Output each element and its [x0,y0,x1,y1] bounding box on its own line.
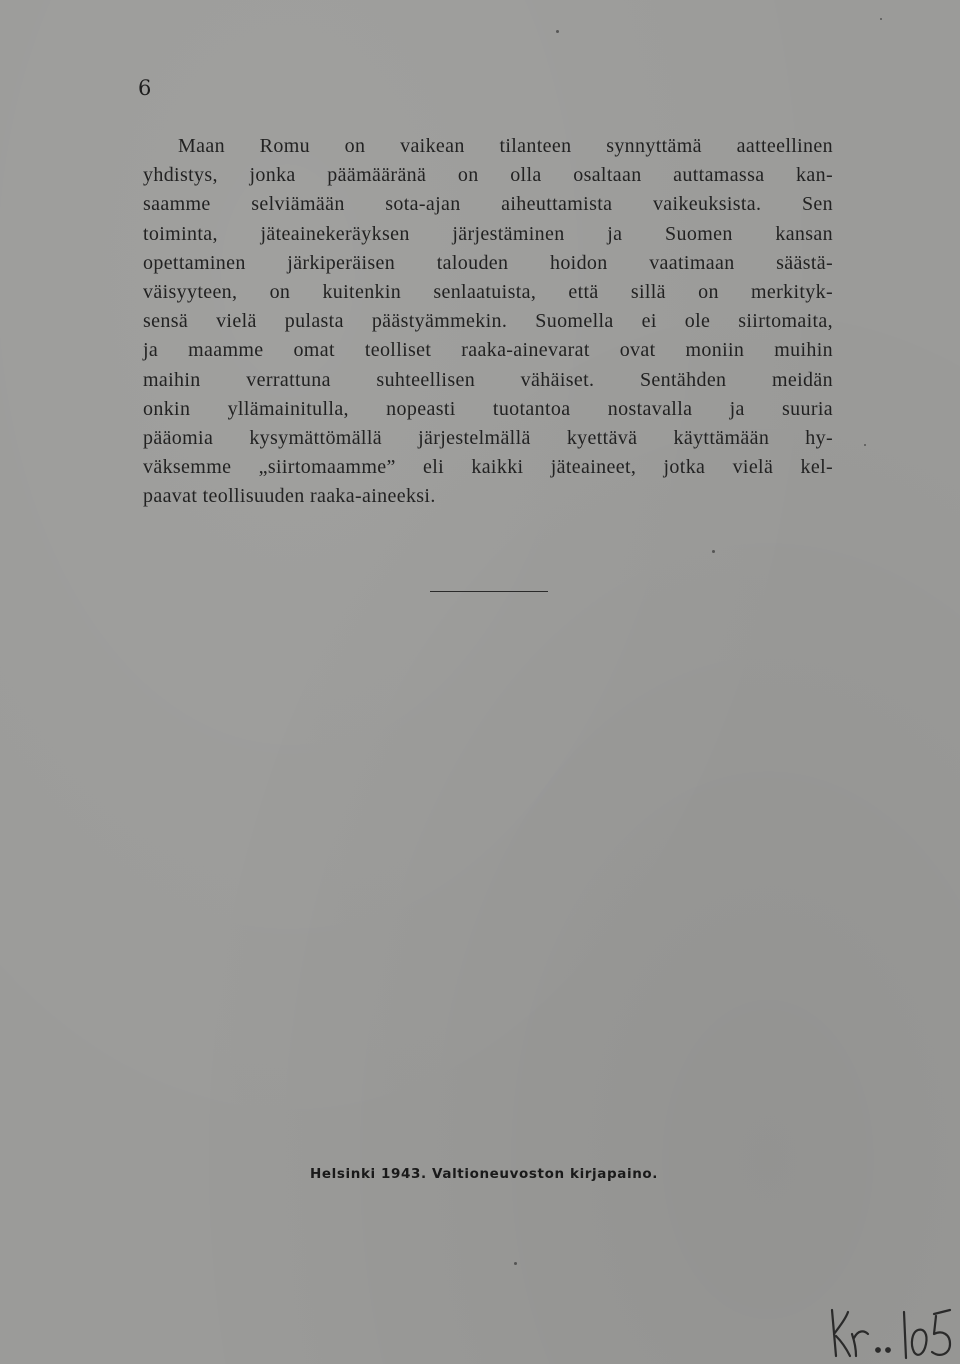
paragraph-line: onkin yllämainitulla, nopeasti tuotantoa nostavalla ja suuria [143,397,833,420]
body-paragraph [143,132,833,512]
paragraph-line: paavat teollisuuden raaka-aineeksi. [143,485,436,508]
paragraph-line: saamme selviämään sota-ajan aiheuttamista vaikeuksista. Sen [143,193,833,216]
paper-speck [514,1262,517,1265]
printer-imprint: Helsinki 1943. Valtioneuvoston kirjapaino. [310,1166,659,1182]
paragraph-line: ja maamme omat teolliset raaka-ainevarat ovat moniin muihin [143,339,833,362]
paper-speck [880,18,882,20]
paragraph-line: väisyyteen, on kuitenkin senlaatuista, että sillä on merkityk- [143,281,833,304]
paragraph-line: väksemme „siirtomaamme” eli kaikki jäteaineet, jotka vielä kel- [143,456,833,479]
handwritten-note [826,1300,956,1360]
paragraph-line: maihin verrattuna suhteellisen vähäiset. Sentähden meidän [143,368,833,391]
paragraph-line: sensä vielä pulasta päästyämmekin. Suomella ei ole siirtomaita, [143,310,833,333]
paragraph-line: Maan Romu on vaikean tilanteen synnyttämä aatteellinen [178,135,833,157]
paper-speck [712,550,715,553]
paper-speck [556,30,559,33]
section-divider [430,591,548,592]
paragraph-line: pääomia kysymättömällä järjestelmällä kyettävä käyttämään hy- [143,427,833,450]
paragraph-line: opettaminen järkiperäisen talouden hoidon vaatimaan säästä- [143,251,833,274]
paragraph-line: yhdistys, jonka päämääränä on olla osaltaan auttamassa kan- [143,164,833,187]
paragraph-line: toiminta, jäteainekeräyksen järjestäminen ja Suomen kansan [143,222,833,245]
paper-speck [864,444,866,446]
page-number: 6 [138,76,152,100]
